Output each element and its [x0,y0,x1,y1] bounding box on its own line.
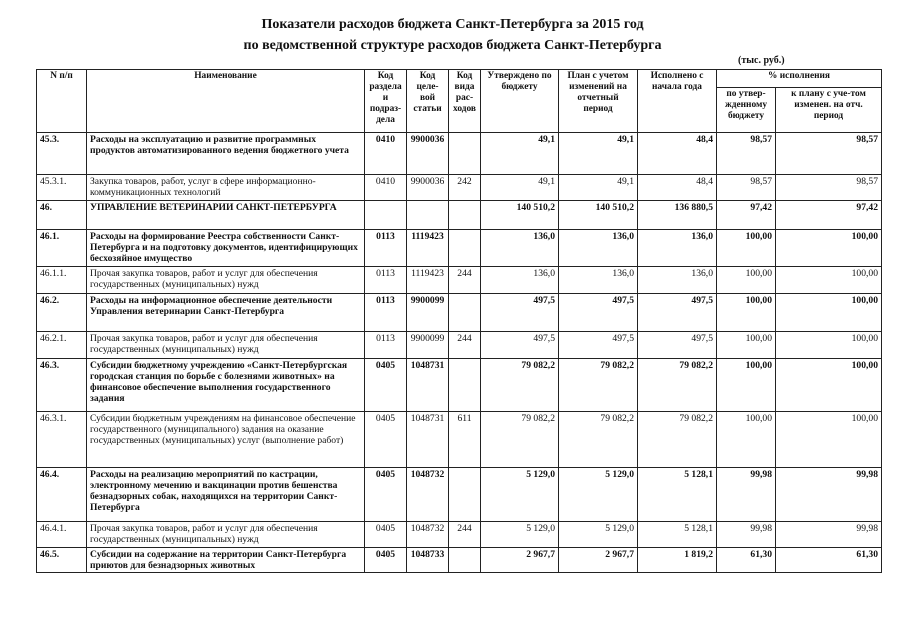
header-section-code: Код раздела и подраз-дела [365,70,407,133]
cell-pct-approved: 100,00 [717,230,776,267]
cell-num: 46.2.1. [37,332,87,359]
header-plan: План с учетом изменений на отчетный период [559,70,638,133]
cell-pct-approved: 97,42 [717,201,776,230]
cell-section-code [365,201,407,230]
cell-article-code [407,201,449,230]
cell-plan: 2 967,7 [559,548,638,573]
cell-executed: 48,4 [638,133,717,175]
cell-section-code: 0405 [365,522,407,548]
cell-pct-plan: 100,00 [776,267,882,294]
cell-approved: 5 129,0 [481,468,559,522]
cell-plan: 79 082,2 [559,359,638,412]
cell-name: Субсидии бюджетным учреждениям на финансовое обеспечение государственного (муниципального) задания на оказание государственных (муниципальных) услуг (выполнение работ) [87,412,365,468]
cell-executed: 1 819,2 [638,548,717,573]
cell-plan: 49,1 [559,175,638,201]
cell-plan: 497,5 [559,332,638,359]
cell-executed: 79 082,2 [638,359,717,412]
cell-section-code: 0410 [365,133,407,175]
cell-num: 46.5. [37,548,87,573]
table-row [37,412,882,468]
cell-approved: 49,1 [481,175,559,201]
header-pct-approved: по утвер-жденному бюджету [717,88,776,133]
cell-expense-code: 242 [449,175,481,201]
cell-name: Субсидии бюджетному учреждению «Санкт-Петербургская городская станция по борьбе с болезнями животных» на финансовое обеспечение выполнения государственного задания [87,359,365,412]
cell-num: 46.1.1. [37,267,87,294]
cell-name: Прочая закупка товаров, работ и услуг для обеспечения государственных (муниципальных) нужд [87,267,365,294]
table-row [37,230,882,267]
cell-plan: 136,0 [559,267,638,294]
cell-article-code: 9900036 [407,133,449,175]
cell-pct-plan: 99,98 [776,468,882,522]
cell-article-code: 9900036 [407,175,449,201]
document-title-line-2: по ведомственной структуре расходов бюджета Санкт-Петербурга [243,38,662,53]
cell-num: 46.4.1. [37,522,87,548]
cell-executed: 136,0 [638,267,717,294]
cell-expense-code [449,201,481,230]
table-row [37,294,882,332]
cell-article-code: 1119423 [407,230,449,267]
cell-num: 46.1. [37,230,87,267]
header-pct-group: % исполнения [717,70,882,88]
cell-approved: 136,0 [481,267,559,294]
cell-article-code: 1048733 [407,548,449,573]
header-expense-code: Код вида рас-ходов [449,70,481,133]
header-pct-plan: к плану с уче-том изменен. на отч. период [776,88,882,133]
cell-article-code: 9900099 [407,332,449,359]
cell-num: 46.3.1. [37,412,87,468]
cell-pct-plan: 100,00 [776,359,882,412]
cell-executed: 136,0 [638,230,717,267]
cell-article-code: 1048731 [407,412,449,468]
cell-pct-plan: 61,30 [776,548,882,573]
cell-pct-approved: 100,00 [717,332,776,359]
cell-article-code: 1048732 [407,468,449,522]
cell-pct-approved: 98,57 [717,133,776,175]
table-row [37,332,882,359]
cell-pct-approved: 100,00 [717,267,776,294]
table-row [37,267,882,294]
table-row [37,548,882,573]
cell-approved: 5 129,0 [481,522,559,548]
header-approved: Утверждено по бюджету [481,70,559,133]
cell-section-code: 0405 [365,412,407,468]
cell-expense-code [449,359,481,412]
cell-section-code: 0113 [365,294,407,332]
cell-name: Расходы на эксплуатацию и развитие программных продуктов автоматизированного ведения бюджетного учета [87,133,365,175]
cell-num: 46.4. [37,468,87,522]
header-row [37,70,882,88]
cell-executed: 79 082,2 [638,412,717,468]
cell-pct-approved: 100,00 [717,412,776,468]
table-row [37,359,882,412]
cell-name: УПРАВЛЕНИЕ ВЕТЕРИНАРИИ САНКТ-ПЕТЕРБУРГА [87,201,365,230]
cell-pct-plan: 100,00 [776,294,882,332]
cell-section-code: 0405 [365,468,407,522]
header-article-code: Код целе-вой статьи [407,70,449,133]
cell-section-code: 0113 [365,267,407,294]
table-row [37,522,882,548]
cell-name: Закупка товаров, работ, услуг в сфере информационно-коммуникационных технологий [87,175,365,201]
header-executed: Исполнено с начала года [638,70,717,133]
cell-article-code: 1048732 [407,522,449,548]
cell-num: 46.2. [37,294,87,332]
cell-expense-code [449,294,481,332]
cell-name: Субсидии на содержание на территории Санкт-Петербурга приютов для безнадзорных животных [87,548,365,573]
cell-num: 46. [37,201,87,230]
cell-expense-code: 611 [449,412,481,468]
cell-plan: 49,1 [559,133,638,175]
cell-pct-approved: 99,98 [717,522,776,548]
cell-approved: 136,0 [481,230,559,267]
cell-pct-plan: 99,98 [776,522,882,548]
cell-num: 45.3.1. [37,175,87,201]
cell-approved: 79 082,2 [481,359,559,412]
cell-pct-plan: 98,57 [776,175,882,201]
cell-section-code: 0410 [365,175,407,201]
cell-plan: 497,5 [559,294,638,332]
cell-approved: 140 510,2 [481,201,559,230]
cell-plan: 136,0 [559,230,638,267]
cell-article-code: 1119423 [407,267,449,294]
cell-plan: 5 129,0 [559,468,638,522]
table-row [37,133,882,175]
cell-approved: 2 967,7 [481,548,559,573]
cell-name: Расходы на реализацию мероприятий по кастрации, электронному мечению и вакцинации против бешенства безнадзорных собак, находящихся на территории Санкт-Петербурга [87,468,365,522]
cell-pct-plan: 97,42 [776,201,882,230]
cell-expense-code [449,230,481,267]
cell-pct-approved: 100,00 [717,294,776,332]
cell-name: Расходы на информационное обеспечение деятельности Управления ветеринарии Санкт-Петербурга [87,294,365,332]
table-row [37,175,882,201]
cell-executed: 5 128,1 [638,522,717,548]
cell-expense-code [449,468,481,522]
cell-pct-plan: 100,00 [776,412,882,468]
cell-approved: 79 082,2 [481,412,559,468]
cell-expense-code: 244 [449,267,481,294]
cell-name: Прочая закупка товаров, работ и услуг для обеспечения государственных (муниципальных) нужд [87,332,365,359]
cell-num: 45.3. [37,133,87,175]
cell-num: 46.3. [37,359,87,412]
cell-section-code: 0405 [365,548,407,573]
document-title-line-1: Показатели расходов бюджета Санкт-Петербурга за 2015 год [261,17,644,32]
cell-pct-approved: 100,00 [717,359,776,412]
cell-approved: 49,1 [481,133,559,175]
cell-pct-plan: 100,00 [776,332,882,359]
cell-executed: 497,5 [638,294,717,332]
cell-section-code: 0113 [365,230,407,267]
cell-name: Прочая закупка товаров, работ и услуг для обеспечения государственных (муниципальных) нужд [87,522,365,548]
cell-article-code: 1048731 [407,359,449,412]
cell-approved: 497,5 [481,294,559,332]
cell-pct-approved: 99,98 [717,468,776,522]
cell-executed: 136 880,5 [638,201,717,230]
budget-table [36,69,882,573]
cell-executed: 497,5 [638,332,717,359]
cell-executed: 48,4 [638,175,717,201]
cell-pct-plan: 98,57 [776,133,882,175]
cell-pct-plan: 100,00 [776,230,882,267]
cell-name: Расходы на формирование Реестра собственности Санкт-Петербурга и на подготовку документов, идентифицирующих бесхозяйное имущество [87,230,365,267]
cell-executed: 5 128,1 [638,468,717,522]
table-row [37,468,882,522]
cell-expense-code [449,548,481,573]
cell-expense-code: 244 [449,522,481,548]
cell-section-code: 0405 [365,359,407,412]
cell-pct-approved: 98,57 [717,175,776,201]
cell-plan: 5 129,0 [559,522,638,548]
cell-pct-approved: 61,30 [717,548,776,573]
header-num: N п/п [37,70,87,133]
cell-article-code: 9900099 [407,294,449,332]
table-row [37,201,882,230]
cell-plan: 79 082,2 [559,412,638,468]
cell-plan: 140 510,2 [559,201,638,230]
units-label: (тыс. руб.) [738,55,785,66]
header-name: Наименование [87,70,365,133]
cell-expense-code [449,133,481,175]
cell-expense-code: 244 [449,332,481,359]
cell-section-code: 0113 [365,332,407,359]
cell-approved: 497,5 [481,332,559,359]
